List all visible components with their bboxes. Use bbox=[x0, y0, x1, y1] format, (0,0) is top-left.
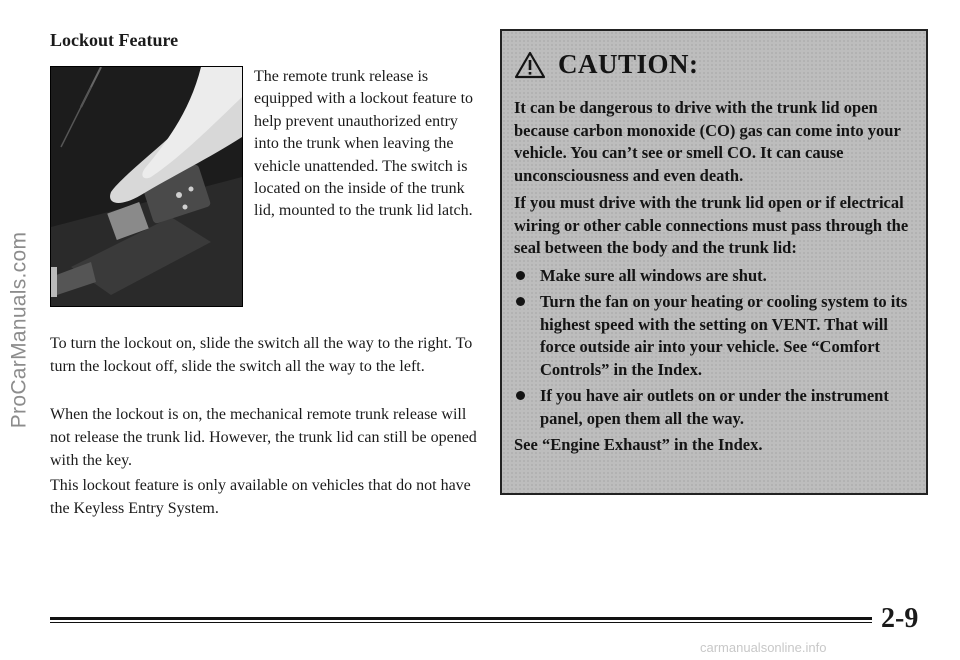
caution-bullet-text: Turn the fan on your heating or cooling system to its highest speed with the setting on VENT. That will force outside air into your vehicle. See “Comfort Controls” in the Index. bbox=[540, 292, 908, 379]
caution-body bbox=[514, 97, 922, 462]
footer-watermark-url: carmanualsonline.info bbox=[700, 640, 827, 655]
lockout-switch-photo bbox=[50, 66, 243, 307]
caution-box bbox=[500, 29, 928, 495]
caution-bullet-text: Make sure all windows are shut. bbox=[540, 265, 767, 285]
caution-bullet-list bbox=[514, 265, 922, 431]
caution-paragraph-co: It can be dangerous to drive with the trunk lid open because carbon monoxide (CO) gas can come into your vehicle. You can’t see or smell CO. It can cause unconsciousness and even death. bbox=[514, 98, 901, 185]
bullet-icon bbox=[516, 297, 525, 306]
availability-paragraph: This lockout feature is only available on vehicles that do not have the Keyless Entry System. bbox=[50, 477, 471, 517]
caution-title-row bbox=[514, 49, 699, 80]
lockout-toggle-paragraph: To turn the lockout on, slide the switch all the way to the right. To turn the lockout off, slide the switch all the way to the left. bbox=[50, 335, 473, 375]
section-heading: Lockout Feature bbox=[50, 30, 179, 50]
bullet-icon bbox=[516, 391, 525, 400]
caution-bullet-item bbox=[514, 265, 922, 288]
page-number: 2-9 bbox=[881, 603, 919, 634]
footer-rule-thick bbox=[50, 617, 872, 620]
caution-bullet-item bbox=[514, 291, 922, 381]
caution-title: CAUTION: bbox=[558, 49, 699, 79]
lockout-effect-paragraph: When the lockout is on, the mechanical remote trunk release will not release the trunk lid. However, the trunk lid can still be opened with the key. bbox=[50, 406, 477, 469]
vertical-watermark bbox=[2, 0, 36, 660]
caution-bullet-text: If you have air outlets on or under the instrument panel, open them all the way. bbox=[540, 386, 889, 428]
intro-paragraph: The remote trunk release is equipped with a lockout feature to help prevent unauthorized entry into the trunk when leaving the vehicle unattended. The switch is located on the inside of the trunk lid, mounted to the trunk lid latch. bbox=[254, 68, 474, 220]
caution-bullet-item bbox=[514, 385, 922, 430]
bullet-icon bbox=[516, 271, 525, 280]
warning-triangle-icon bbox=[514, 51, 546, 79]
footer-rule-thin bbox=[50, 622, 872, 623]
caution-footer-reference: See “Engine Exhaust” in the Index. bbox=[514, 435, 763, 454]
watermark-text: ProCarManuals.com bbox=[7, 231, 30, 429]
caution-paragraph-conditions: If you must drive with the trunk lid open or if electrical wiring or other cable connections must pass through the seal between the body and the trunk lid: bbox=[514, 193, 909, 257]
